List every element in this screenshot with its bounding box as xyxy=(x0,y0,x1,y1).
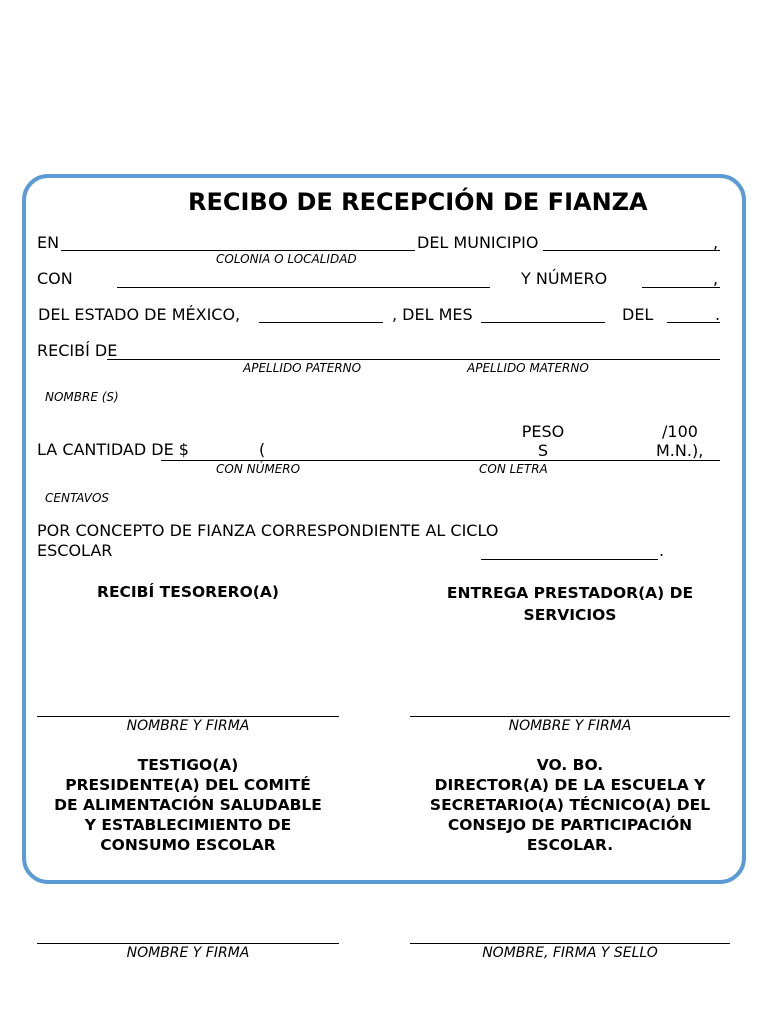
caption-colonia: COLONIA O LOCALIDAD xyxy=(216,252,357,266)
signature-line-prestador[interactable] xyxy=(410,716,730,717)
period: . xyxy=(715,305,721,324)
label-del: DEL xyxy=(622,305,654,324)
entrega-prestador-heading: ENTREGA PRESTADOR(A) DE SERVICIOS xyxy=(446,584,694,624)
caption-nombres: NOMBRE (S) xyxy=(45,390,119,404)
label-mes: , DEL MES xyxy=(392,305,473,324)
municipio-field[interactable] xyxy=(543,250,720,251)
mes-field[interactable] xyxy=(481,322,605,323)
concepto-period: . xyxy=(659,541,665,560)
label-recibi-de: RECIBÍ DE xyxy=(37,341,118,360)
label-numero: Y NÚMERO xyxy=(521,269,608,288)
signature-caption-left: NOMBRE Y FIRMA xyxy=(126,718,250,734)
caption-materno: APELLIDO MATERNO xyxy=(467,361,589,375)
page-title: RECIBO DE RECEPCIÓN DE FIANZA xyxy=(188,188,648,216)
recibi-tesorero-heading: RECIBÍ TESORERO(A) xyxy=(97,583,279,601)
nombre-field[interactable] xyxy=(107,359,720,360)
numero-field[interactable] xyxy=(642,287,720,288)
testigo-block: TESTIGO(A) PRESIDENTE(A) DEL COMITÉ DE ALIMENTACIÓN SALUDABLE Y ESTABLECIMIENTO DE CONSUMO ESCOLAR xyxy=(54,756,322,854)
comma: , xyxy=(713,269,719,288)
label-con: CON xyxy=(37,269,73,288)
calle-field[interactable] xyxy=(117,287,490,288)
dia-field[interactable] xyxy=(259,322,383,323)
label-pesos: PESO S xyxy=(521,422,565,460)
signature-line-director[interactable] xyxy=(410,943,730,944)
caption-paterno: APELLIDO PATERNO xyxy=(243,361,362,375)
vobo-block: VO. BO. DIRECTOR(A) DE LA ESCUELA Y SECRETARIO(A) TÉCNICO(A) DEL CONSEJO DE PARTICIPACIÓN ESCOLAR. xyxy=(429,756,711,854)
paren-open: ( xyxy=(259,440,266,459)
label-cantidad: LA CANTIDAD DE $ xyxy=(37,440,189,459)
label-municipio: DEL MUNICIPIO xyxy=(417,233,539,252)
signature-caption-bottom-right: NOMBRE, FIRMA Y SELLO xyxy=(482,945,658,961)
label-en: EN xyxy=(37,233,60,252)
signature-caption-right: NOMBRE Y FIRMA xyxy=(508,718,632,734)
anio-field[interactable] xyxy=(667,322,720,323)
caption-centavos: CENTAVOS xyxy=(45,491,110,505)
signature-line-testigo[interactable] xyxy=(37,943,339,944)
label-estado: DEL ESTADO DE MÉXICO, xyxy=(38,305,241,324)
signature-caption-bottom-left: NOMBRE Y FIRMA xyxy=(126,945,250,961)
ciclo-field[interactable] xyxy=(481,559,658,560)
caption-con-numero: CON NÚMERO xyxy=(216,462,301,476)
concepto-line1: POR CONCEPTO DE FIANZA CORRESPONDIENTE AL CICLO xyxy=(37,521,499,540)
caption-con-letra: CON LETRA xyxy=(479,462,548,476)
signature-line-tesorero[interactable] xyxy=(37,716,339,717)
concepto-line2: ESCOLAR xyxy=(37,541,113,560)
colonia-field[interactable] xyxy=(61,250,415,251)
label-centavos-mn: /100 M.N.), xyxy=(656,422,704,460)
comma: , xyxy=(713,233,719,252)
cantidad-field[interactable] xyxy=(161,460,720,461)
